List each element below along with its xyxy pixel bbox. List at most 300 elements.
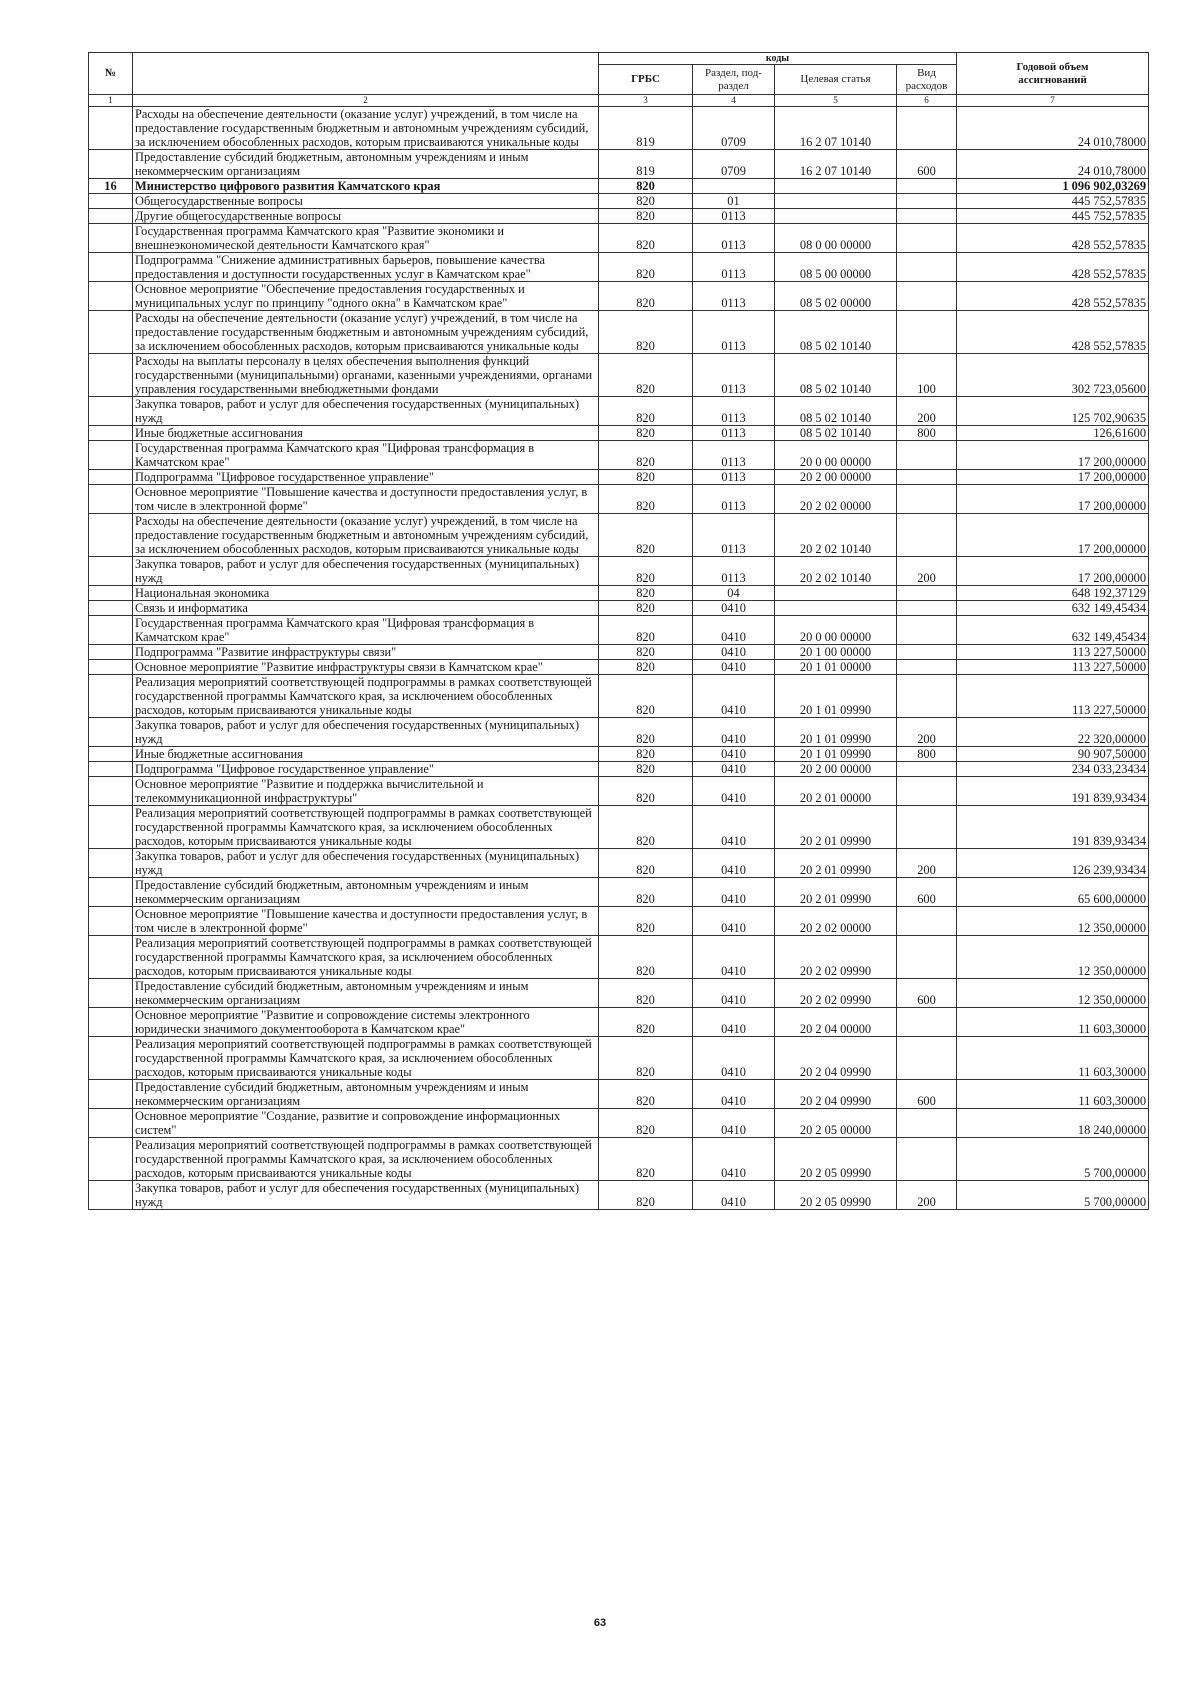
row-section: 0410 [693, 1008, 775, 1037]
row-name: Министерство цифрового развития Камчатского края [133, 179, 599, 194]
table-row [89, 485, 1149, 514]
row-expense-type [897, 253, 957, 282]
header-grbs: ГРБС [599, 65, 693, 95]
row-expense-type [897, 282, 957, 311]
row-amount: 191 839,93434 [957, 777, 1149, 806]
row-amount: 125 702,90635 [957, 397, 1149, 426]
row-amount: 90 907,50000 [957, 747, 1149, 762]
table-row [89, 806, 1149, 849]
row-expense-type [897, 470, 957, 485]
row-number [89, 762, 133, 777]
row-number [89, 675, 133, 718]
row-number [89, 878, 133, 907]
row-name: Закупка товаров, работ и услуг для обеспечения государственных (муниципальных) нужд [133, 557, 599, 586]
row-target-article: 08 0 00 00000 [775, 224, 897, 253]
row-expense-type [897, 907, 957, 936]
table-row [89, 282, 1149, 311]
row-section: 0113 [693, 485, 775, 514]
row-expense-type [897, 1037, 957, 1080]
row-name: Основное мероприятие "Развитие инфраструктуры связи в Камчатском крае" [133, 660, 599, 675]
row-number [89, 514, 133, 557]
row-expense-type: 100 [897, 354, 957, 397]
table-row [89, 1109, 1149, 1138]
row-amount: 18 240,00000 [957, 1109, 1149, 1138]
row-amount: 11 603,30000 [957, 1080, 1149, 1109]
row-amount: 17 200,00000 [957, 470, 1149, 485]
row-target-article: 20 1 01 09990 [775, 747, 897, 762]
row-amount: 234 033,23434 [957, 762, 1149, 777]
row-target-article [775, 586, 897, 601]
row-section: 0410 [693, 806, 775, 849]
row-name: Основное мероприятие "Повышение качества и доступности предоставления услуг, в том числе в электронной форме" [133, 907, 599, 936]
row-name: Закупка товаров, работ и услуг для обеспечения государственных (муниципальных) нужд [133, 718, 599, 747]
row-number [89, 426, 133, 441]
row-amount: 428 552,57835 [957, 282, 1149, 311]
row-number [89, 485, 133, 514]
row-target-article: 20 2 02 00000 [775, 485, 897, 514]
row-target-article: 20 2 02 00000 [775, 907, 897, 936]
row-amount: 445 752,57835 [957, 209, 1149, 224]
row-target-article: 20 1 01 09990 [775, 718, 897, 747]
row-target-article: 20 0 00 00000 [775, 616, 897, 645]
row-number [89, 150, 133, 179]
row-target-article: 20 2 01 09990 [775, 849, 897, 878]
row-target-article: 08 5 02 10140 [775, 311, 897, 354]
row-expense-type [897, 107, 957, 150]
row-expense-type [897, 441, 957, 470]
row-grbs: 820 [599, 601, 693, 616]
row-expense-type: 200 [897, 1181, 957, 1210]
row-name: Другие общегосударственные вопросы [133, 209, 599, 224]
row-target-article: 20 2 05 09990 [775, 1138, 897, 1181]
table-row [89, 253, 1149, 282]
row-amount: 11 603,30000 [957, 1008, 1149, 1037]
row-section: 0113 [693, 426, 775, 441]
row-number: 16 [89, 179, 133, 194]
table-row [89, 1181, 1149, 1210]
row-grbs: 820 [599, 485, 693, 514]
row-grbs: 820 [599, 209, 693, 224]
row-grbs: 820 [599, 747, 693, 762]
row-section: 0410 [693, 762, 775, 777]
table-row [89, 441, 1149, 470]
row-name: Связь и информатика [133, 601, 599, 616]
table-row [89, 979, 1149, 1008]
row-expense-type [897, 762, 957, 777]
row-amount: 113 227,50000 [957, 645, 1149, 660]
row-number [89, 645, 133, 660]
row-number [89, 979, 133, 1008]
budget-table-sheet [88, 52, 1148, 1210]
row-name: Реализация мероприятий соответствующей подпрограммы в рамках соответствующей государственной программы Камчатского края, за исключением обособленных расходов, которым присваиваются уникальные коды [133, 806, 599, 849]
table-row [89, 645, 1149, 660]
row-number [89, 224, 133, 253]
row-amount: 632 149,45434 [957, 616, 1149, 645]
row-section: 0113 [693, 224, 775, 253]
row-number [89, 907, 133, 936]
table-row [89, 660, 1149, 675]
row-expense-type [897, 616, 957, 645]
row-name: Общегосударственные вопросы [133, 194, 599, 209]
row-amount: 428 552,57835 [957, 253, 1149, 282]
row-amount: 24 010,78000 [957, 150, 1149, 179]
row-expense-type: 600 [897, 878, 957, 907]
row-number [89, 1109, 133, 1138]
row-number [89, 777, 133, 806]
row-name: Иные бюджетные ассигнования [133, 426, 599, 441]
table-row [89, 514, 1149, 557]
row-name: Основное мероприятие "Создание, развитие и сопровождение информационных систем" [133, 1109, 599, 1138]
row-number [89, 1181, 133, 1210]
table-row [89, 586, 1149, 601]
row-grbs: 820 [599, 224, 693, 253]
row-amount: 191 839,93434 [957, 806, 1149, 849]
row-section: 0410 [693, 747, 775, 762]
row-expense-type [897, 224, 957, 253]
row-amount: 648 192,37129 [957, 586, 1149, 601]
row-number [89, 936, 133, 979]
row-name: Расходы на обеспечение деятельности (оказание услуг) учреждений, в том числе на предоставление государственным бюджетным и автономным учреждениям субсидий, за исключением обособленных расходов, которым присваиваются уникальные коды [133, 514, 599, 557]
row-section: 01 [693, 194, 775, 209]
header-index-4: 4 [693, 95, 775, 107]
row-section: 04 [693, 586, 775, 601]
row-target-article: 20 2 01 09990 [775, 878, 897, 907]
header-index-5: 5 [775, 95, 897, 107]
row-name: Подпрограмма "Снижение административных барьеров, повышение качества предоставления и доступности государственных услуг в Камчатском крае" [133, 253, 599, 282]
row-target-article [775, 601, 897, 616]
row-expense-type [897, 645, 957, 660]
row-grbs: 820 [599, 1008, 693, 1037]
table-body [89, 107, 1149, 1210]
row-grbs: 820 [599, 194, 693, 209]
table-row [89, 936, 1149, 979]
row-section: 0113 [693, 282, 775, 311]
row-number [89, 397, 133, 426]
row-section: 0410 [693, 1037, 775, 1080]
row-grbs: 820 [599, 311, 693, 354]
row-name: Реализация мероприятий соответствующей подпрограммы в рамках соответствующей государственной программы Камчатского края, за исключением обособленных расходов, которым присваиваются уникальные коды [133, 1037, 599, 1080]
row-grbs: 820 [599, 1109, 693, 1138]
row-amount: 126 239,93434 [957, 849, 1149, 878]
row-amount: 65 600,00000 [957, 878, 1149, 907]
row-target-article: 20 2 02 10140 [775, 557, 897, 586]
row-expense-type [897, 179, 957, 194]
table-row [89, 311, 1149, 354]
row-section: 0410 [693, 718, 775, 747]
row-amount: 17 200,00000 [957, 514, 1149, 557]
row-grbs: 820 [599, 1080, 693, 1109]
row-grbs: 820 [599, 616, 693, 645]
row-expense-type: 600 [897, 150, 957, 179]
table-row [89, 426, 1149, 441]
header-index-3: 3 [599, 95, 693, 107]
table-row [89, 107, 1149, 150]
header-index-1: 1 [89, 95, 133, 107]
row-expense-type [897, 936, 957, 979]
row-grbs: 819 [599, 107, 693, 150]
row-grbs: 820 [599, 907, 693, 936]
row-section: 0410 [693, 1109, 775, 1138]
row-name: Основное мероприятие "Развитие и сопровождение системы электронного юридически значимого документооборота в Камчатском крае" [133, 1008, 599, 1037]
table-row [89, 601, 1149, 616]
row-number [89, 1080, 133, 1109]
row-section: 0410 [693, 907, 775, 936]
row-amount: 24 010,78000 [957, 107, 1149, 150]
row-name: Основное мероприятие "Повышение качества и доступности предоставления услуг, в том числе в электронной форме" [133, 485, 599, 514]
row-number [89, 586, 133, 601]
row-grbs: 820 [599, 441, 693, 470]
row-name: Иные бюджетные ассигнования [133, 747, 599, 762]
row-expense-type: 600 [897, 1080, 957, 1109]
row-grbs: 820 [599, 645, 693, 660]
row-section: 0410 [693, 1080, 775, 1109]
row-target-article: 20 2 00 00000 [775, 470, 897, 485]
row-section: 0410 [693, 878, 775, 907]
table-row [89, 907, 1149, 936]
table-row [89, 747, 1149, 762]
row-target-article: 16 2 07 10140 [775, 150, 897, 179]
row-number [89, 1008, 133, 1037]
row-section: 0410 [693, 1181, 775, 1210]
row-target-article: 20 1 01 00000 [775, 660, 897, 675]
row-target-article: 08 5 00 00000 [775, 253, 897, 282]
row-expense-type: 600 [897, 979, 957, 1008]
row-grbs: 820 [599, 282, 693, 311]
row-grbs: 820 [599, 470, 693, 485]
header-target: Целевая статья [775, 65, 897, 95]
row-number [89, 107, 133, 150]
row-name: Основное мероприятие "Развитие и поддержка вычислительной и телекоммуникационной инфраструктуры" [133, 777, 599, 806]
row-expense-type: 200 [897, 849, 957, 878]
row-name: Подпрограмма "Развитие инфраструктуры связи" [133, 645, 599, 660]
table-row [89, 354, 1149, 397]
row-name: Закупка товаров, работ и услуг для обеспечения государственных (муниципальных) нужд [133, 849, 599, 878]
header-number: № [89, 53, 133, 95]
row-name: Государственная программа Камчатского края "Цифровая трансформация в Камчатском крае" [133, 616, 599, 645]
row-section: 0113 [693, 470, 775, 485]
row-grbs: 819 [599, 150, 693, 179]
row-target-article: 20 0 00 00000 [775, 441, 897, 470]
row-grbs: 820 [599, 426, 693, 441]
budget-table [88, 52, 1149, 1210]
table-header [89, 53, 1149, 107]
row-section: 0410 [693, 1138, 775, 1181]
row-amount: 113 227,50000 [957, 660, 1149, 675]
row-number [89, 616, 133, 645]
row-section: 0410 [693, 601, 775, 616]
row-section: 0113 [693, 557, 775, 586]
row-name: Государственная программа Камчатского края "Развитие экономики и внешнеэкономической деятельности Камчатского края" [133, 224, 599, 253]
row-grbs: 820 [599, 1037, 693, 1080]
row-number [89, 1037, 133, 1080]
row-grbs: 820 [599, 878, 693, 907]
row-target-article [775, 194, 897, 209]
row-amount: 126,61600 [957, 426, 1149, 441]
row-number [89, 747, 133, 762]
row-name: Предоставление субсидий бюджетным, автономным учреждениям и иным некоммерческим организациям [133, 1080, 599, 1109]
table-row [89, 1080, 1149, 1109]
row-target-article: 20 2 04 09990 [775, 1037, 897, 1080]
row-expense-type: 800 [897, 426, 957, 441]
row-grbs: 820 [599, 1181, 693, 1210]
row-target-article: 20 2 02 10140 [775, 514, 897, 557]
row-target-article [775, 179, 897, 194]
row-section: 0113 [693, 354, 775, 397]
row-name: Основное мероприятие "Обеспечение предоставления государственных и муниципальных услуг по принципу "одного окна" в Камчатском крае" [133, 282, 599, 311]
row-section: 0113 [693, 209, 775, 224]
row-amount: 302 723,05600 [957, 354, 1149, 397]
row-amount: 5 700,00000 [957, 1181, 1149, 1210]
row-target-article: 08 5 02 10140 [775, 397, 897, 426]
row-target-article: 20 1 01 09990 [775, 675, 897, 718]
row-number [89, 557, 133, 586]
row-amount: 12 350,00000 [957, 979, 1149, 1008]
row-grbs: 820 [599, 806, 693, 849]
table-row [89, 179, 1149, 194]
row-target-article: 08 5 02 00000 [775, 282, 897, 311]
row-section: 0113 [693, 441, 775, 470]
row-grbs: 820 [599, 354, 693, 397]
page-number: 63 [593, 1617, 607, 1629]
row-name: Реализация мероприятий соответствующей подпрограммы в рамках соответствующей государственной программы Камчатского края, за исключением обособленных расходов, которым присваиваются уникальные коды [133, 1138, 599, 1181]
row-name: Предоставление субсидий бюджетным, автономным учреждениям и иным некоммерческим организациям [133, 979, 599, 1008]
header-razdel: Раздел, под- раздел [693, 65, 775, 95]
row-target-article: 20 2 02 09990 [775, 979, 897, 1008]
row-target-article: 20 2 04 00000 [775, 1008, 897, 1037]
row-number [89, 253, 133, 282]
row-number [89, 806, 133, 849]
row-section: 0113 [693, 311, 775, 354]
row-amount: 17 200,00000 [957, 441, 1149, 470]
row-target-article: 08 5 02 10140 [775, 426, 897, 441]
table-row [89, 224, 1149, 253]
row-target-article: 20 2 02 09990 [775, 936, 897, 979]
row-amount: 17 200,00000 [957, 485, 1149, 514]
header-index-2: 2 [133, 95, 599, 107]
table-row [89, 1138, 1149, 1181]
header-codes: коды [599, 53, 957, 65]
header-vid: Вид расходов [897, 65, 957, 95]
table-row [89, 777, 1149, 806]
row-name: Реализация мероприятий соответствующей подпрограммы в рамках соответствующей государственной программы Камчатского края, за исключением обособленных расходов, которым присваиваются уникальные коды [133, 675, 599, 718]
row-name: Предоставление субсидий бюджетным, автономным учреждениям и иным некоммерческим организациям [133, 150, 599, 179]
row-section: 0113 [693, 397, 775, 426]
row-section: 0410 [693, 777, 775, 806]
row-number [89, 601, 133, 616]
row-expense-type [897, 311, 957, 354]
row-number [89, 194, 133, 209]
row-section: 0410 [693, 936, 775, 979]
table-row [89, 150, 1149, 179]
table-row [89, 675, 1149, 718]
header-index-6: 6 [897, 95, 957, 107]
row-number [89, 660, 133, 675]
row-grbs: 820 [599, 718, 693, 747]
row-expense-type: 800 [897, 747, 957, 762]
row-amount: 632 149,45434 [957, 601, 1149, 616]
row-section: 0410 [693, 616, 775, 645]
row-number [89, 849, 133, 878]
row-name: Закупка товаров, работ и услуг для обеспечения государственных (муниципальных) нужд [133, 397, 599, 426]
row-name: Подпрограмма "Цифровое государственное управление" [133, 762, 599, 777]
row-target-article: 16 2 07 10140 [775, 107, 897, 150]
row-number [89, 441, 133, 470]
row-expense-type [897, 601, 957, 616]
row-grbs: 820 [599, 514, 693, 557]
row-grbs: 820 [599, 586, 693, 601]
row-amount: 428 552,57835 [957, 224, 1149, 253]
table-row [89, 849, 1149, 878]
row-expense-type [897, 1109, 957, 1138]
row-expense-type [897, 660, 957, 675]
row-amount: 12 350,00000 [957, 907, 1149, 936]
header-index-7: 7 [957, 95, 1149, 107]
row-expense-type [897, 675, 957, 718]
row-grbs: 820 [599, 849, 693, 878]
row-number [89, 1138, 133, 1181]
table-row [89, 470, 1149, 485]
table-row [89, 209, 1149, 224]
row-name: Подпрограмма "Цифровое государственное управление" [133, 470, 599, 485]
row-expense-type [897, 485, 957, 514]
row-name: Государственная программа Камчатского края "Цифровая трансформация в Камчатском крае" [133, 441, 599, 470]
table-row [89, 557, 1149, 586]
row-expense-type [897, 1138, 957, 1181]
row-target-article [775, 209, 897, 224]
row-target-article: 20 2 01 09990 [775, 806, 897, 849]
row-expense-type [897, 194, 957, 209]
row-expense-type [897, 586, 957, 601]
table-row [89, 194, 1149, 209]
table-row [89, 878, 1149, 907]
row-section: 0410 [693, 660, 775, 675]
row-number [89, 311, 133, 354]
row-grbs: 820 [599, 557, 693, 586]
row-expense-type [897, 514, 957, 557]
table-row [89, 1008, 1149, 1037]
row-section: 0709 [693, 150, 775, 179]
row-grbs: 820 [599, 1138, 693, 1181]
row-grbs: 820 [599, 936, 693, 979]
row-amount: 445 752,57835 [957, 194, 1149, 209]
row-name: Реализация мероприятий соответствующей подпрограммы в рамках соответствующей государственной программы Камчатского края, за исключением обособленных расходов, которым присваиваются уникальные коды [133, 936, 599, 979]
row-section: 0709 [693, 107, 775, 150]
row-expense-type [897, 777, 957, 806]
row-target-article: 20 2 01 00000 [775, 777, 897, 806]
row-expense-type: 200 [897, 718, 957, 747]
row-grbs: 820 [599, 979, 693, 1008]
row-amount: 17 200,00000 [957, 557, 1149, 586]
row-expense-type [897, 806, 957, 849]
row-grbs: 820 [599, 179, 693, 194]
row-target-article: 20 1 00 00000 [775, 645, 897, 660]
row-expense-type [897, 1008, 957, 1037]
row-amount: 5 700,00000 [957, 1138, 1149, 1181]
row-grbs: 820 [599, 777, 693, 806]
row-section: 0410 [693, 675, 775, 718]
row-grbs: 820 [599, 253, 693, 282]
row-expense-type: 200 [897, 397, 957, 426]
row-section: 0113 [693, 514, 775, 557]
row-section: 0113 [693, 253, 775, 282]
row-amount: 22 320,00000 [957, 718, 1149, 747]
row-grbs: 820 [599, 397, 693, 426]
row-amount: 428 552,57835 [957, 311, 1149, 354]
row-name: Расходы на обеспечение деятельности (оказание услуг) учреждений, в том числе на предоставление государственным бюджетным и автономным учреждениям субсидий, за исключением обособленных расходов, которым присваиваются уникальные коды [133, 311, 599, 354]
row-name: Расходы на обеспечение деятельности (оказание услуг) учреждений, в том числе на предоставление государственным бюджетным и автономным учреждениям субсидий, за исключением обособленных расходов, которым присваиваются уникальные коды [133, 107, 599, 150]
row-amount: 11 603,30000 [957, 1037, 1149, 1080]
table-row [89, 1037, 1149, 1080]
